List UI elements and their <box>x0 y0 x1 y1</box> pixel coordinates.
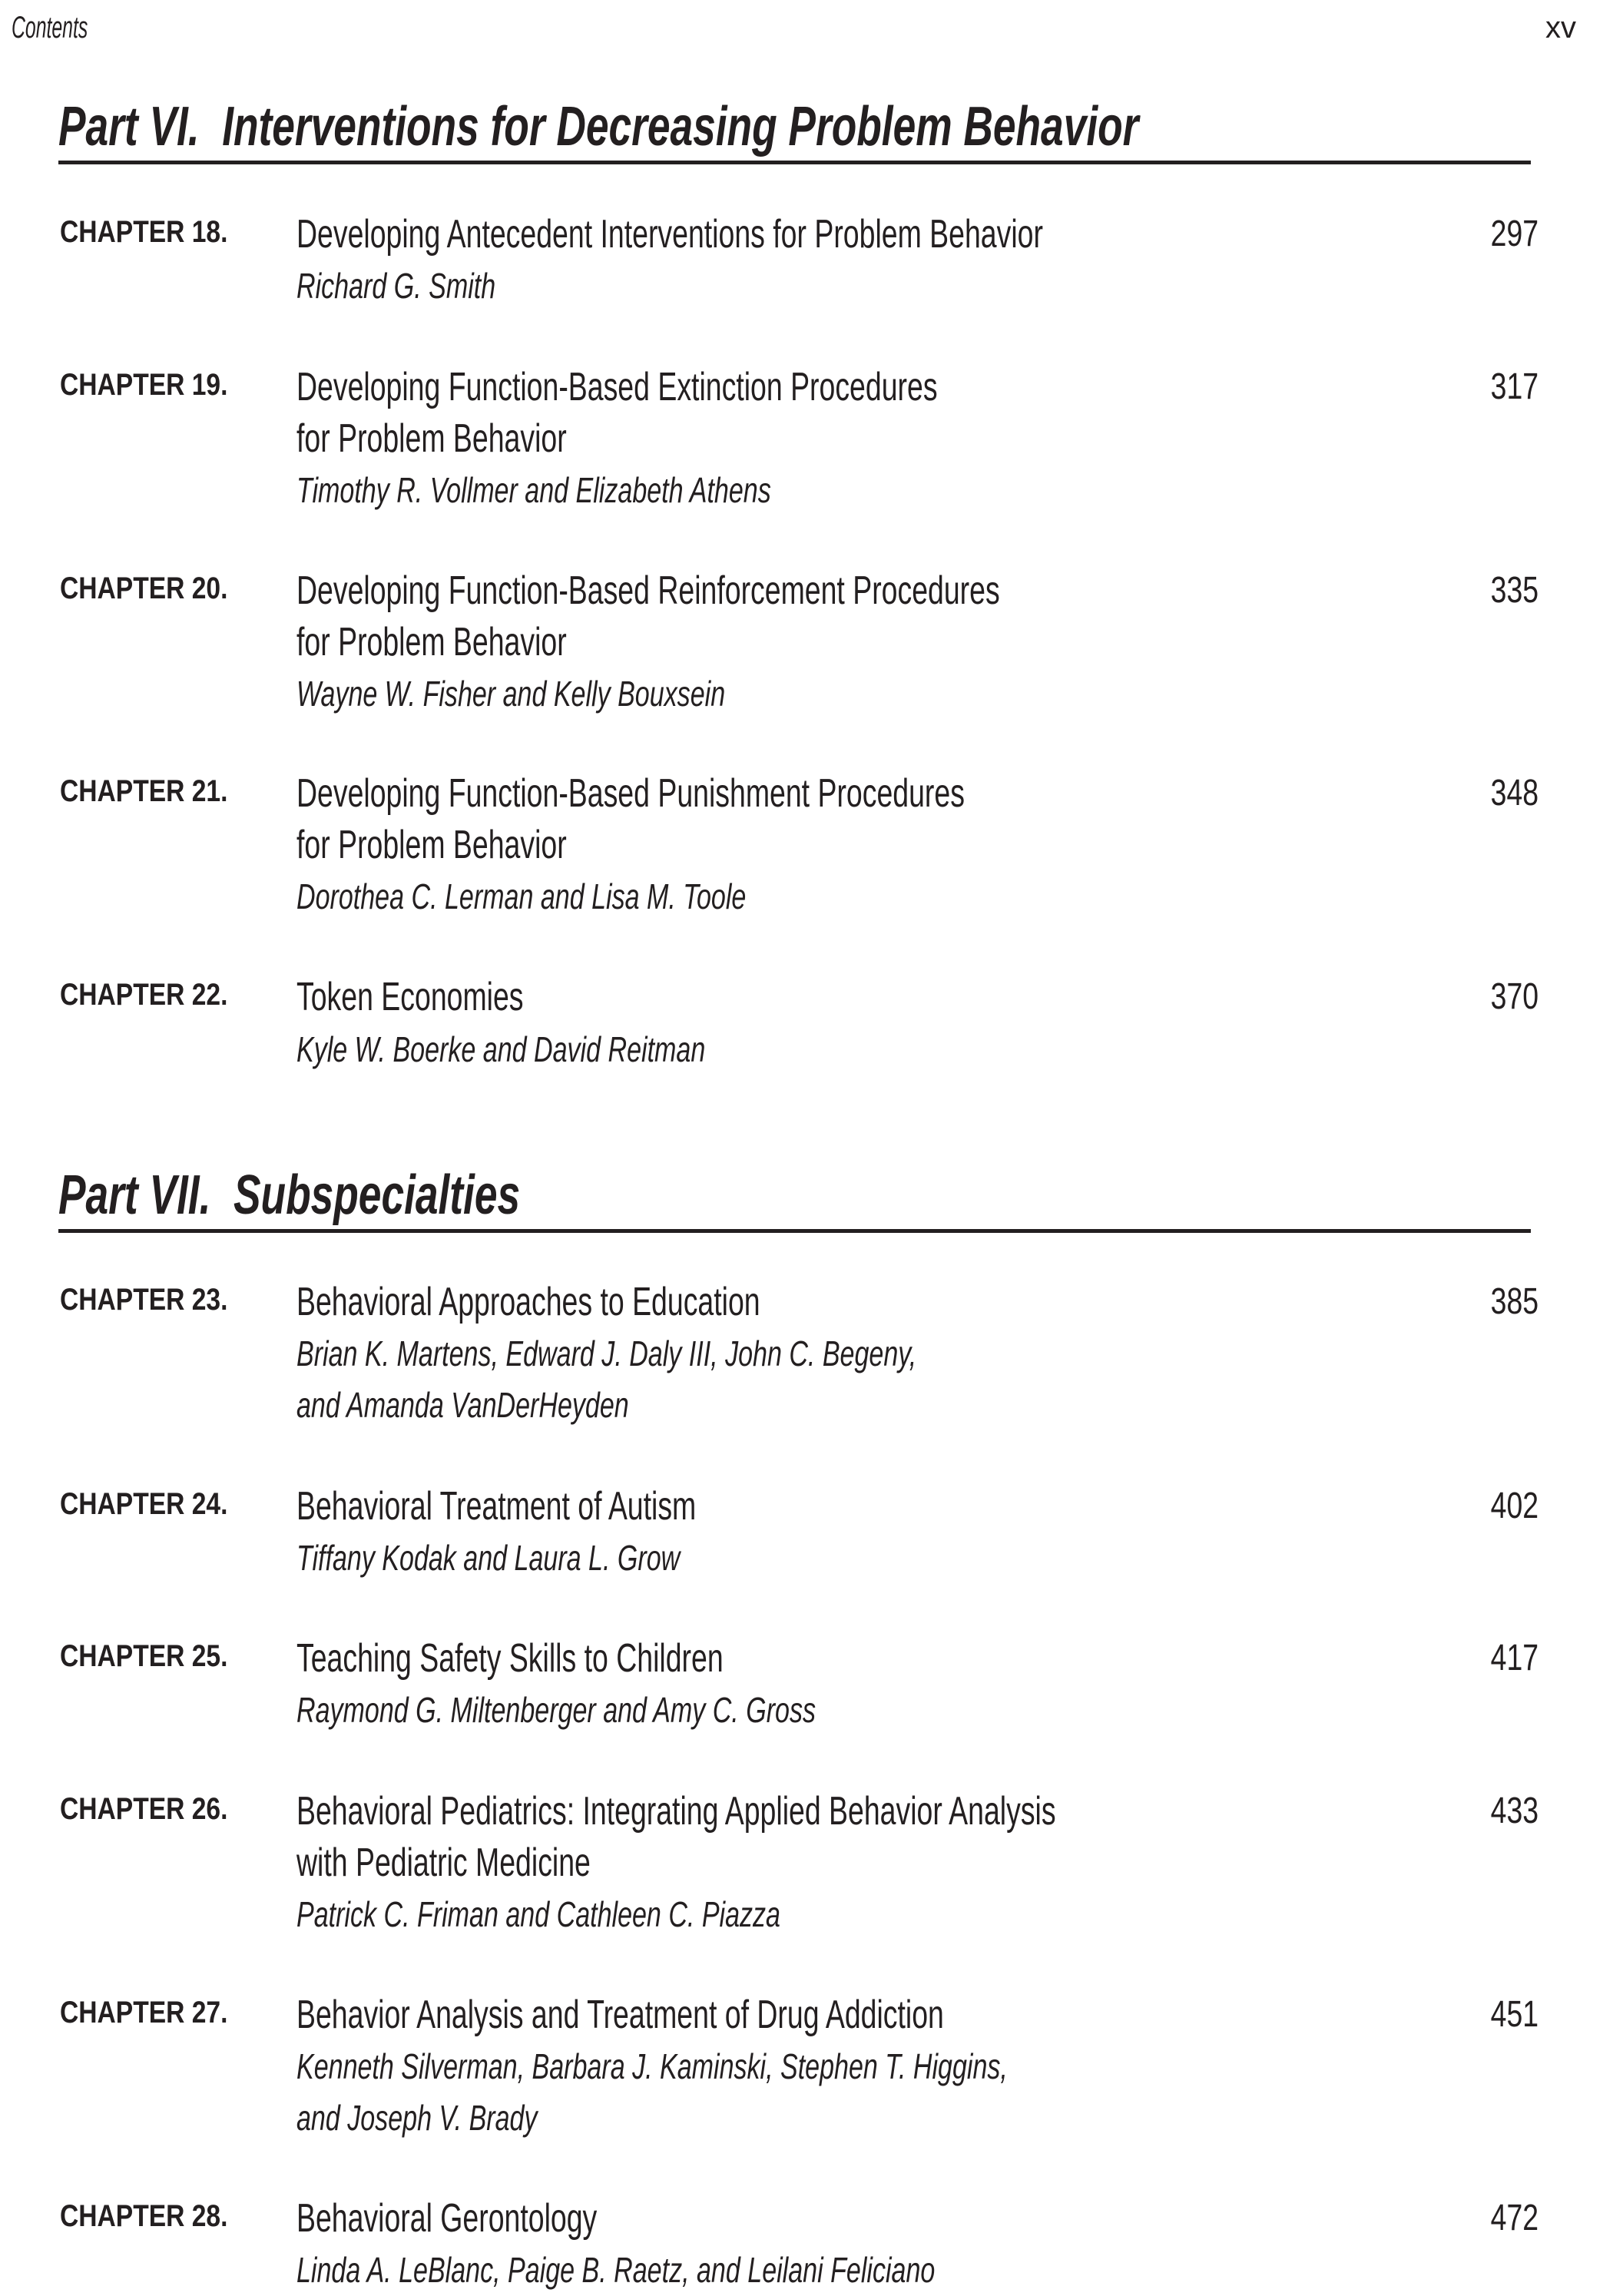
chapter-title-line[interactable]: for Problem Behavior <box>296 823 567 867</box>
chapter-page-text[interactable]: 370 <box>1490 976 1538 1017</box>
chapter-title-line[interactable]: Behavioral Pediatrics: Integrating Applied Behavior Analysis <box>296 1789 1056 1834</box>
chapter-authors <box>296 1532 815 1584</box>
chapter-label <box>60 215 260 250</box>
chapter-page-number[interactable] <box>1477 366 1538 408</box>
chapter-label <box>60 1283 260 1317</box>
chapter-authors <box>296 260 565 312</box>
chapter-page-text[interactable]: 417 <box>1490 1638 1538 1678</box>
chapter-authors <box>296 1024 849 1075</box>
part-title <box>58 95 1519 158</box>
chapter-title[interactable] <box>296 1786 1351 1889</box>
chapter-author-line: Timothy R. Vollmer and Elizabeth Athens <box>296 470 771 510</box>
chapter-authors <box>296 1328 1134 1431</box>
chapter-page-text[interactable]: 335 <box>1490 570 1538 611</box>
chapter-label-text: CHAPTER 19. <box>60 368 228 402</box>
chapter-title[interactable] <box>296 1277 940 1328</box>
chapter-title-line[interactable]: Developing Function-Based Punishment Procedures <box>296 771 965 816</box>
chapter-title-line[interactable]: Behavioral Approaches to Education <box>296 1280 760 1324</box>
chapter-title[interactable] <box>296 972 611 1023</box>
chapter-page-number[interactable] <box>1477 2197 1538 2239</box>
chapter-title-line[interactable]: Developing Function-Based Extinction Procedures <box>296 365 938 409</box>
chapter-authors <box>296 1889 950 1940</box>
part-rule <box>58 161 1531 164</box>
chapter-title[interactable] <box>296 209 1333 260</box>
chapter-label-text: CHAPTER 25. <box>60 1639 228 1673</box>
chapter-author-line: and Joseph V. Brady <box>296 2098 538 2138</box>
chapter-authors <box>296 465 938 516</box>
chapter-title-line[interactable]: for Problem Behavior <box>296 416 567 461</box>
part-rule <box>58 1229 1531 1233</box>
chapter-page-number[interactable] <box>1477 1790 1538 1832</box>
chapter-title[interactable] <box>296 1481 852 1532</box>
chapter-title[interactable] <box>296 1633 889 1685</box>
chapter-label <box>60 774 260 809</box>
chapter-author-line: Tiffany Kodak and Laura L. Grow <box>296 1538 681 1578</box>
chapter-author-line: Wayne W. Fisher and Kelly Bouxsein <box>296 674 726 714</box>
chapter-label-text: CHAPTER 18. <box>60 215 228 249</box>
chapter-label-text: CHAPTER 24. <box>60 1487 228 1521</box>
chapter-title-line[interactable]: Teaching Safety Skills to Children <box>296 1636 724 1681</box>
chapter-label-text: CHAPTER 20. <box>60 572 228 605</box>
chapter-page-text[interactable]: 317 <box>1490 366 1538 407</box>
chapter-label-text: CHAPTER 21. <box>60 774 228 808</box>
chapter-authors <box>296 2245 1159 2296</box>
chapter-label <box>60 1639 260 1674</box>
chapter-title[interactable] <box>296 1990 1196 2041</box>
chapter-authors <box>296 1685 999 1736</box>
chapter-page-text[interactable]: 433 <box>1490 1791 1538 1831</box>
chapter-title-line[interactable]: Behavioral Treatment of Autism <box>296 1484 697 1529</box>
chapter-page-text[interactable]: 402 <box>1490 1486 1538 1526</box>
chapter-page-number[interactable] <box>1477 976 1538 1018</box>
chapter-label <box>60 368 260 403</box>
part-title-text: Part VI. Interventions for Decreasing Problem Behavior <box>58 96 1139 157</box>
chapter-author-line: Kenneth Silverman, Barbara J. Kaminski, Stephen T. Higgins, <box>296 2046 1008 2086</box>
chapter-page-text[interactable]: 472 <box>1490 2198 1538 2238</box>
chapter-page-number[interactable] <box>1477 569 1538 611</box>
chapter-author-line: Linda A. LeBlanc, Paige B. Raetz, and Leilani Feliciano <box>296 2250 936 2290</box>
chapter-page-text[interactable]: 385 <box>1490 1281 1538 1322</box>
chapter-title[interactable] <box>296 2193 714 2245</box>
chapter-author-line: and Amanda VanDerHeyden <box>296 1385 629 1425</box>
chapter-label-text: CHAPTER 22. <box>60 978 228 1012</box>
chapter-title-line[interactable]: Behavior Analysis and Treatment of Drug Addiction <box>296 1993 944 2037</box>
running-head <box>12 11 134 45</box>
chapter-author-line: Brian K. Martens, Edward J. Daly III, John C. Begeny, <box>296 1334 917 1373</box>
chapter-title-line[interactable]: for Problem Behavior <box>296 620 567 664</box>
chapter-title[interactable] <box>296 362 1187 465</box>
chapter-page-number[interactable] <box>1477 1993 1538 2036</box>
chapter-authors <box>296 2041 1257 2144</box>
chapter-page-number[interactable] <box>1477 1485 1538 1527</box>
chapter-title-line[interactable]: Developing Antecedent Interventions for Problem Behavior <box>296 212 1043 257</box>
page-folio: xv <box>1545 11 1576 45</box>
chapter-author-line: Richard G. Smith <box>296 266 496 306</box>
chapter-authors <box>296 871 904 923</box>
chapter-author-line: Patrick C. Friman and Cathleen C. Piazza <box>296 1894 780 1934</box>
chapter-page-text[interactable]: 297 <box>1490 214 1538 254</box>
chapter-title-line[interactable]: with Pediatric Medicine <box>296 1840 591 1885</box>
chapter-label <box>60 1487 260 1522</box>
part-title-text: Part VII. Subspecialties <box>58 1165 521 1226</box>
chapter-authors <box>296 668 876 720</box>
chapter-page-number[interactable] <box>1477 1281 1538 1323</box>
chapter-author-line: Kyle W. Boerke and David Reitman <box>296 1029 706 1069</box>
chapter-author-line: Raymond G. Miltenberger and Amy C. Gross <box>296 1690 816 1730</box>
chapter-label-text: CHAPTER 27. <box>60 1996 228 2029</box>
chapter-title-line[interactable]: Token Economies <box>296 975 524 1019</box>
chapter-label-text: CHAPTER 23. <box>60 1283 228 1317</box>
chapter-page-text[interactable]: 451 <box>1490 1994 1538 2035</box>
chapter-page-text[interactable]: 348 <box>1490 773 1538 813</box>
chapter-label <box>60 572 260 606</box>
chapter-label <box>60 978 260 1012</box>
chapter-title-line[interactable]: Behavioral Gerontology <box>296 2196 598 2241</box>
chapter-page-number[interactable] <box>1477 772 1538 814</box>
part-title <box>58 1164 682 1227</box>
chapter-author-line: Dorothea C. Lerman and Lisa M. Toole <box>296 876 747 916</box>
chapter-label-text: CHAPTER 28. <box>60 2199 228 2233</box>
chapter-label <box>60 1792 260 1827</box>
chapter-label-text: CHAPTER 26. <box>60 1792 228 1826</box>
chapter-label <box>60 2199 260 2234</box>
chapter-title[interactable] <box>296 768 1224 871</box>
chapter-title-line[interactable]: Developing Function-Based Reinforcement Procedures <box>296 568 1000 613</box>
chapter-page-number[interactable] <box>1477 1637 1538 1679</box>
chapter-label <box>60 1996 260 2030</box>
chapter-page-number[interactable] <box>1477 213 1538 255</box>
running-head-text: Contents <box>12 11 88 45</box>
chapter-title[interactable] <box>296 565 1274 668</box>
